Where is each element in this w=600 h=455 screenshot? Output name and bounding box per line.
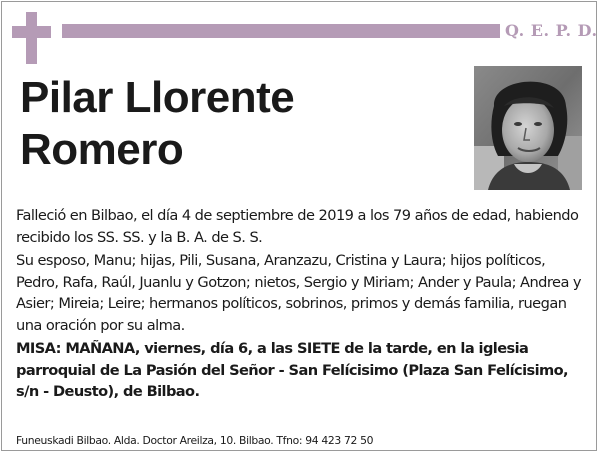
deceased-name-line2: Romero (20, 125, 184, 174)
cross-icon (26, 12, 37, 64)
header-divider-bar (62, 24, 500, 38)
portrait-image (474, 66, 582, 190)
deceased-name-line1: Pilar Llorente (20, 73, 295, 122)
obituary-text (16, 205, 586, 405)
deceased-name (20, 72, 294, 176)
deceased-photo (474, 66, 582, 190)
cross-icon-arm (12, 26, 51, 38)
qepd-label: Q. E. P. D. (505, 21, 598, 40)
funeral-home-info: Funeuskadi Bilbao. Alda. Doctor Areilza, 10. Bilbao. Tfno: 94 423 72 50 (16, 434, 374, 447)
mass-details: MISA: MAÑANA, viernes, día 6, a las SIETE de la tarde, en la iglesia parroquial de La Pasión del Señor - San Felícisimo (Plaza San Felícisimo, s/n - Deusto), de Bilbao. (16, 340, 568, 400)
obituary-notice (1, 1, 597, 451)
death-announcement: Falleció en Bilbao, el día 4 de septiembre de 2019 a los 79 años de edad, habiendo recibido los SS. SS. y la B. A. de S. S. (16, 207, 579, 246)
family-list: Su esposo, Manu; hijas, Pili, Susana, Aranzazu, Cristina y Laura; hijos políticos, Pedro, Rafa, Raúl, Juanlu y Gotzon; nietos, Sergio y Miriam; Ander y Paula; Andrea y Asier; Mireia; Leire; hermanos políticos, sobrinos, primos y demás familia, ruegan una oración por su alma. (16, 252, 582, 334)
